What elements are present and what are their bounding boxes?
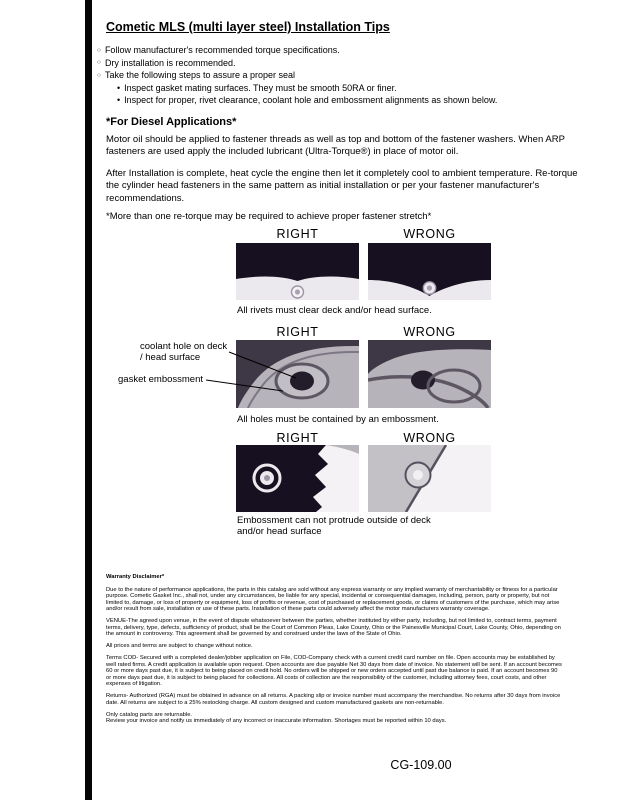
warranty-disclaimer-heading: Warranty Disclaimer* bbox=[106, 574, 165, 580]
legal-paragraph: Only catalog parts are returnable. bbox=[106, 711, 193, 718]
diesel-paragraph-2: After Installation is complete, heat cycle the engine then let it completely cool to ambient temperature. Re-torque the cylinder head fasteners in the same pattern as initial installation or per your fastener manufacturer's recommendations. bbox=[106, 168, 578, 204]
tip-text: Dry installation is recommended. bbox=[104, 57, 236, 68]
gasket-embossment-callout: gasket embossment bbox=[118, 374, 204, 385]
embossment-wrong-label: WRONG bbox=[403, 431, 456, 445]
hole-right-diagram bbox=[236, 340, 359, 408]
tip-item bbox=[97, 44, 497, 57]
tip-sub-item bbox=[117, 94, 497, 106]
dot-bullet-icon: • bbox=[117, 83, 121, 94]
circle-bullet-icon: ○ bbox=[97, 46, 101, 54]
rivets-right-label: RIGHT bbox=[276, 227, 319, 241]
legal-paragraph: Due to the nature of performance applications, the parts in this catalog are sold without any express warranty or any implied warranty of merchantability or fitness for a particular purpose. Cometic Gasket Inc., shall not, under any circumstances, be liable for any special, incidental or consequential damages, including, person, party or property, but not limited to, damage, or loss of property or equipment, loss of profits or revenue, cost of purchased or replacement goods, or claims of customers of the purchase, which may arise and/or result from sale, installation or use of these parts. Installation of these parts could adversely affect the motor manufacturers warranty coverage. bbox=[106, 586, 560, 612]
tip-item bbox=[97, 57, 497, 70]
diesel-paragraph-1: Motor oil should be applied to fastener threads as well as top and bottom of the fastener washers. When ARP fasteners are used apply the included lubricant (Ultra-Torque®) in place of motor oil. bbox=[106, 134, 565, 158]
embossment-caption: Embossment can not protrude outside of deck and/or head surface bbox=[237, 515, 431, 537]
rivets-caption: All rivets must clear deck and/or head surface. bbox=[237, 305, 432, 316]
tip-sub-item bbox=[117, 82, 497, 94]
holes-wrong-label: WRONG bbox=[403, 325, 456, 339]
tip-text: Inspect gasket mating surfaces. They must be smooth 50RA or finer. bbox=[124, 83, 397, 94]
page-number: CG-109.00 bbox=[390, 758, 452, 772]
circle-bullet-icon: ○ bbox=[97, 59, 101, 67]
legal-paragraph: Terms COD- Secured with a completed dealer/jobber application on File, COD-Company check with a current credit card number on file. Open accounts may be established by well rated firms. A credit application is available upon request. Open accounts are due payable Net 30 days from date of invoice. No statement will be sent. If an account becomes 60 or more days past due, it is subject to being placed on credit hold. No orders will be shipped or new orders accepted until past due balance is paid. If an account becomes 90 or more days past due, it is subject to being placed for collections. All costs of collection are the responsibility of the customer, including attorney fees, court costs, and other expenses of litigation. bbox=[106, 655, 562, 687]
dot-bullet-icon: • bbox=[117, 95, 121, 106]
holes-right-label: RIGHT bbox=[276, 325, 319, 339]
rivet-right-diagram bbox=[236, 243, 359, 300]
tip-item bbox=[97, 69, 497, 82]
legal-paragraph: Returns- Authorized (RGA) must be obtained in advance on all returns. A packing slip or invoice number must accompany the merchandise. No returns after 30 days from invoice date. All returns are subject to a 25% restocking charge. All custom designed and custom manufactured gaskets are non-returnable. bbox=[106, 693, 561, 706]
page-title: Cometic MLS (multi layer steel) Installation Tips bbox=[106, 20, 390, 34]
coolant-hole-callout: coolant hole on deck / head surface bbox=[140, 341, 228, 363]
tip-text: Inspect for proper, rivet clearance, coolant hole and embossment alignments as shown below. bbox=[124, 95, 498, 106]
embossment-right-label: RIGHT bbox=[276, 431, 319, 445]
embossment-right-diagram bbox=[236, 445, 359, 512]
retorque-note: *More than one re-torque may be required to achieve proper fastener stretch* bbox=[106, 211, 432, 222]
circle-bullet-icon: ○ bbox=[97, 71, 101, 79]
tip-text: Take the following steps to assure a proper seal bbox=[104, 70, 296, 81]
rivets-wrong-label: WRONG bbox=[403, 227, 456, 241]
diesel-applications-heading: *For Diesel Applications* bbox=[106, 116, 237, 128]
embossment-wrong-diagram bbox=[368, 445, 491, 512]
legal-paragraph: All prices and terms are subject to change without notice. bbox=[106, 643, 253, 649]
page-spine-rule bbox=[85, 0, 92, 800]
legal-paragraph: VENUE-The agreed upon venue, in the event of dispute whatsoever between the parties, whether instituted by either party, including, but not limited to, contract terms, payment terms, delivery, type, defects, sufficiency of product, shall be the Court of Common Pleas, Lake County, Ohio or the Painesville Municipal Court, Lake County, Ohio, depending on the amount in controversy. This agreement shall be governed by and construed under the laws of the State of Ohio. bbox=[106, 618, 561, 637]
rivet-wrong-diagram bbox=[368, 243, 491, 300]
hole-wrong-diagram bbox=[368, 340, 491, 408]
legal-section bbox=[106, 574, 564, 730]
legal-paragraph: Review your invoice and notify us immediately of any incorrect or inaccurate information. Shortages must be reported within 10 days. bbox=[106, 718, 447, 724]
tip-text: Follow manufacturer's recommended torque specifications. bbox=[104, 45, 340, 55]
holes-caption: All holes must be contained by an embossment. bbox=[237, 414, 439, 425]
installation-tips-list bbox=[97, 44, 497, 107]
